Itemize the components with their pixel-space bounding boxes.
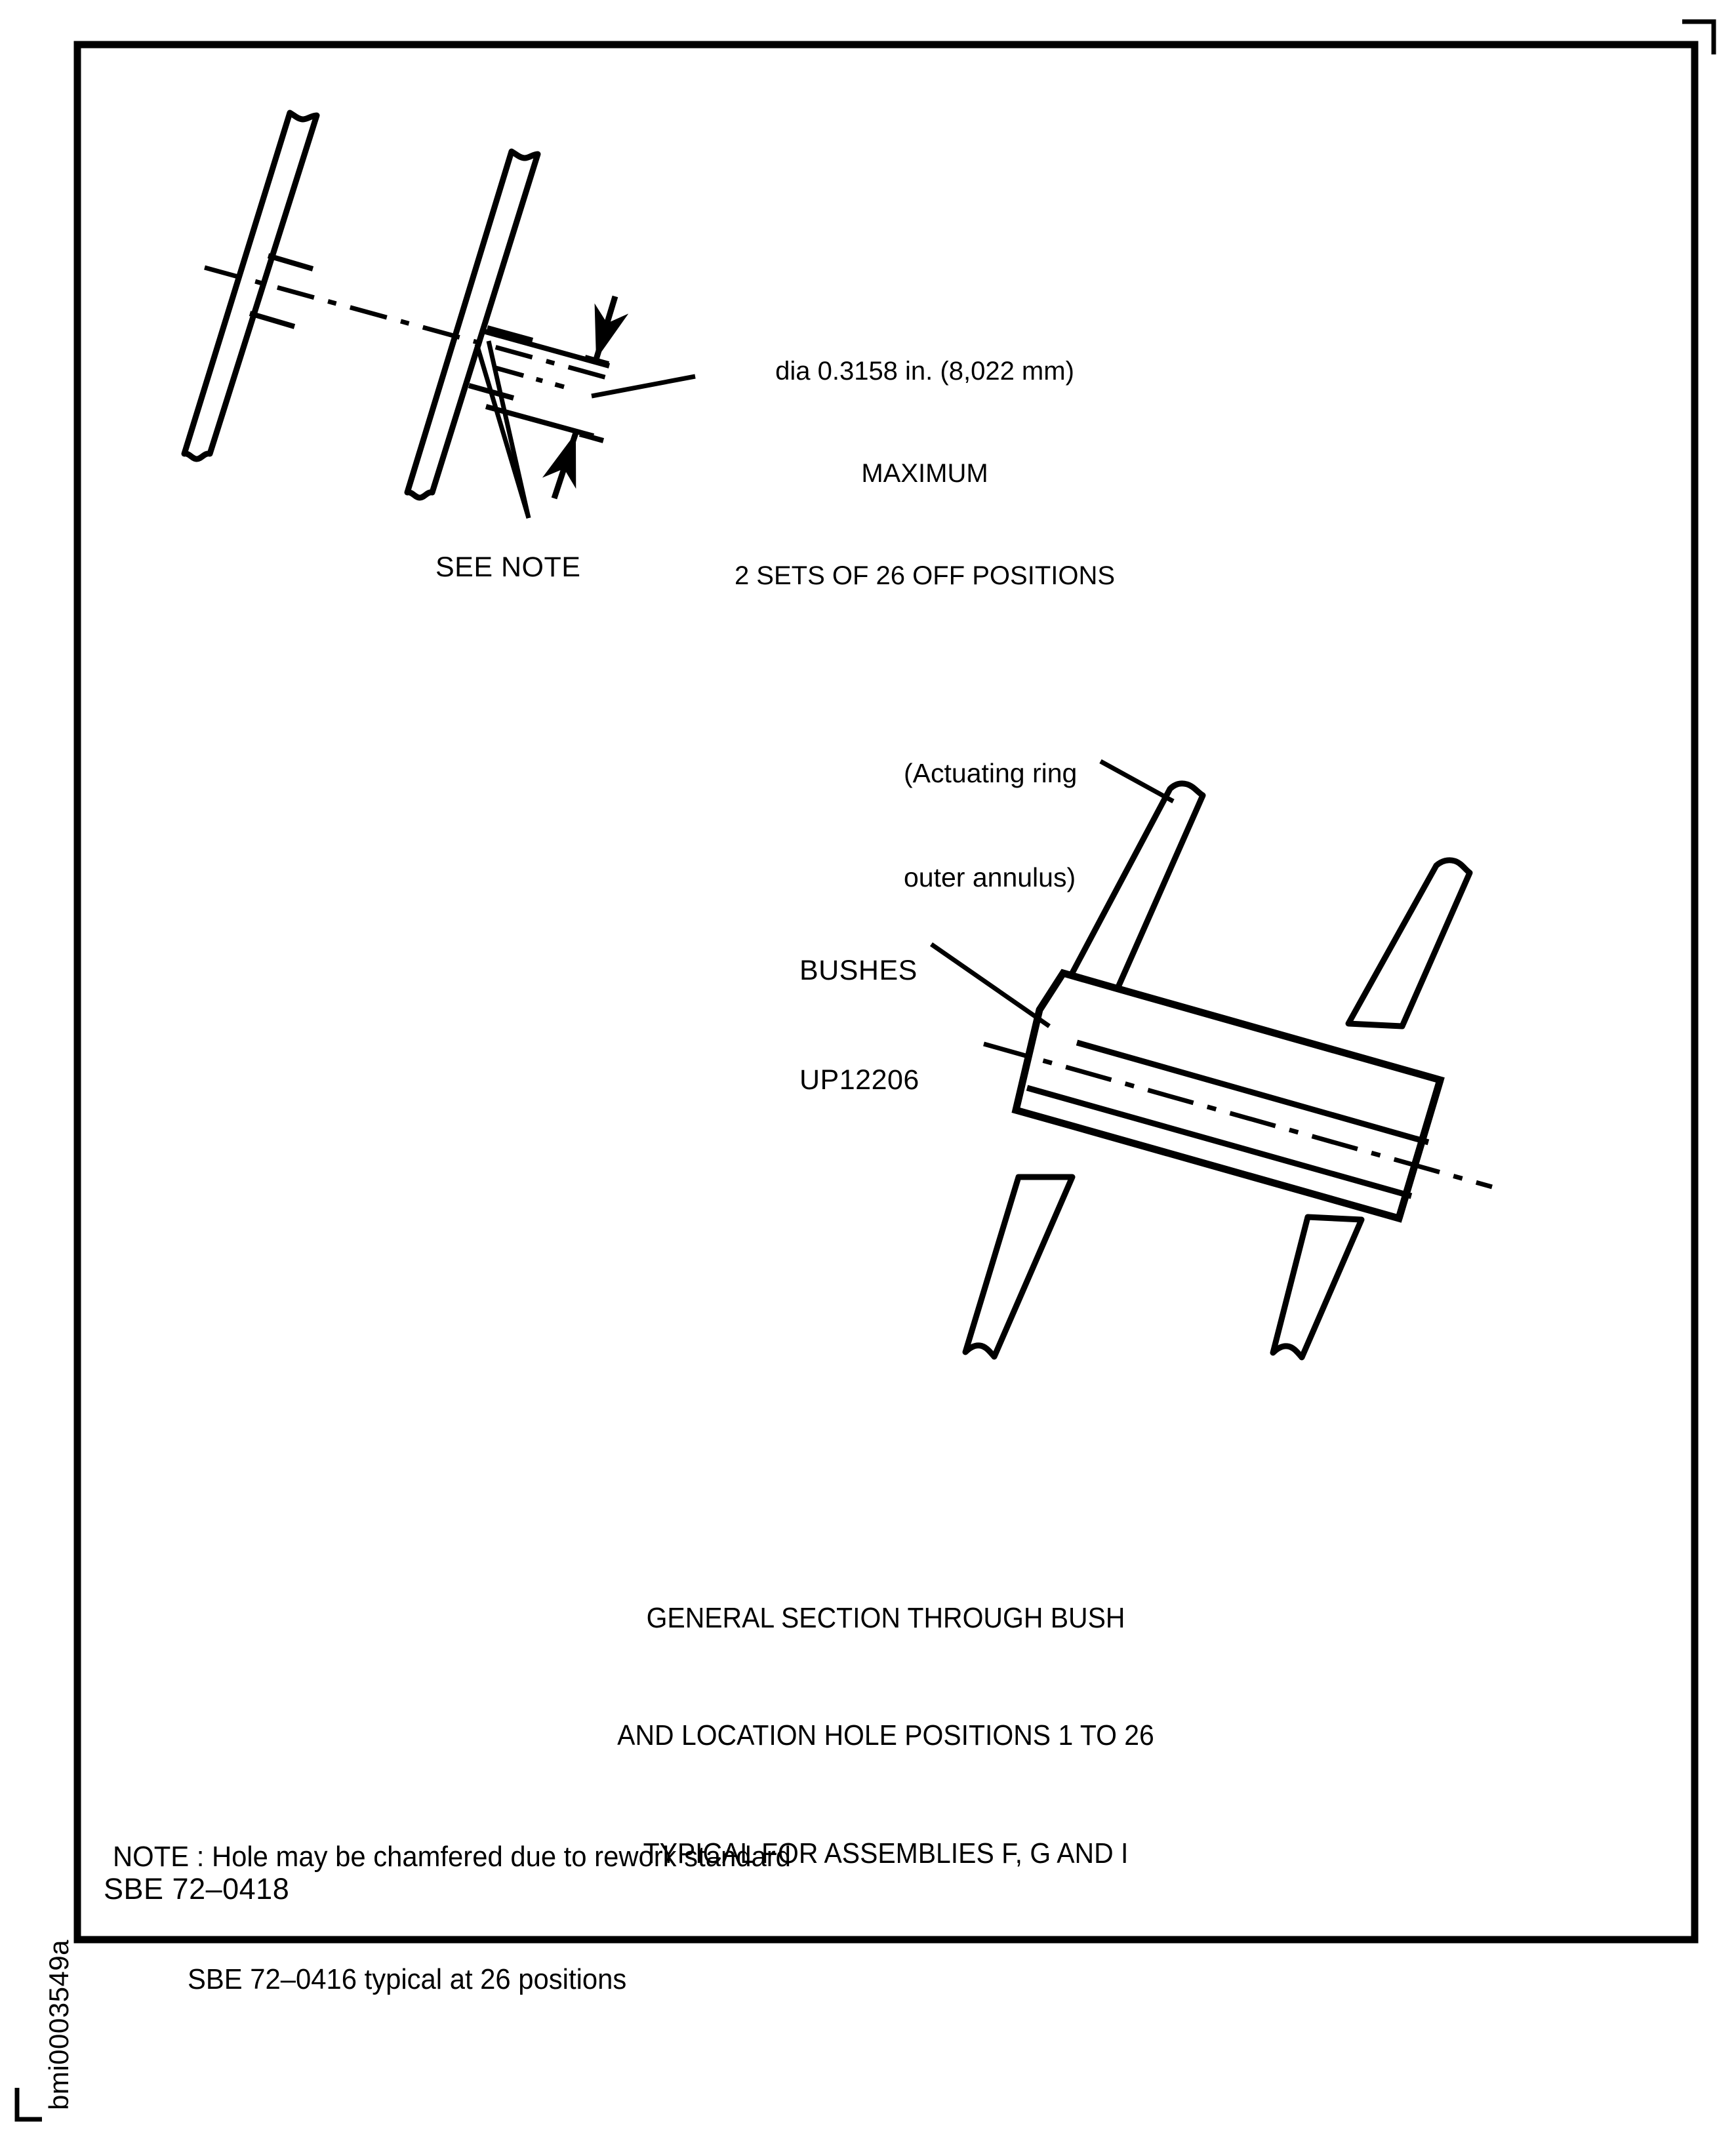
right-plate-outline — [407, 151, 538, 498]
bushes-line2: UP12206 — [799, 1064, 919, 1096]
ring-rod-upper-left — [1062, 784, 1203, 991]
actuating-ring-line2: outer annulus) — [904, 862, 1076, 893]
ring-rod-lower-left — [965, 1177, 1072, 1357]
caption-line1: GENERAL SECTION THROUGH BUSH — [646, 1601, 1125, 1634]
dia-callout-block — [695, 286, 1154, 661]
caption-line3: TYPICAL FOR ASSEMBLIES F, G AND I — [643, 1837, 1129, 1869]
dia-callout-line3: 2 SETS OF 26 OFF POSITIONS — [734, 561, 1116, 590]
hole-axis-short-dash — [493, 367, 564, 387]
bushes-line1: BUSHES — [799, 954, 918, 986]
actuating-ring-line1: (Actuating ring — [904, 757, 1078, 788]
actuating-ring-callout-block — [904, 686, 1077, 965]
dimension-arrows — [554, 296, 615, 498]
note-line2: SBE 72–0416 typical at 26 positions — [188, 1963, 627, 1996]
caption-line2: AND LOCATION HOLE POSITIONS 1 TO 26 — [617, 1719, 1154, 1752]
ring-rod-lower-right — [1273, 1217, 1362, 1357]
corner-mark-bottom-left — [17, 2088, 42, 2119]
dia-callout-line2: MAXIMUM — [861, 459, 988, 488]
left-plate-outline — [184, 113, 317, 459]
drawing-number-label: SBE 72–0418 — [104, 1872, 290, 1906]
dia-callout-line1: dia 0.3158 in. (8,022 mm) — [775, 357, 1074, 386]
bushes-callout-block — [799, 879, 919, 1172]
ring-rod-upper-right — [1348, 860, 1470, 1026]
see-note-label: SEE NOTE — [435, 551, 581, 583]
dia-callout-leader — [592, 376, 695, 396]
note-line1: NOTE : Hole may be chamfered due to rework standard — [113, 1840, 791, 1873]
upper-view-plates — [184, 113, 695, 518]
note-block — [113, 1755, 791, 2083]
actuating-ring-callout-leader — [1100, 761, 1173, 801]
figure-id-label: bmi0003549a — [43, 1939, 74, 2110]
